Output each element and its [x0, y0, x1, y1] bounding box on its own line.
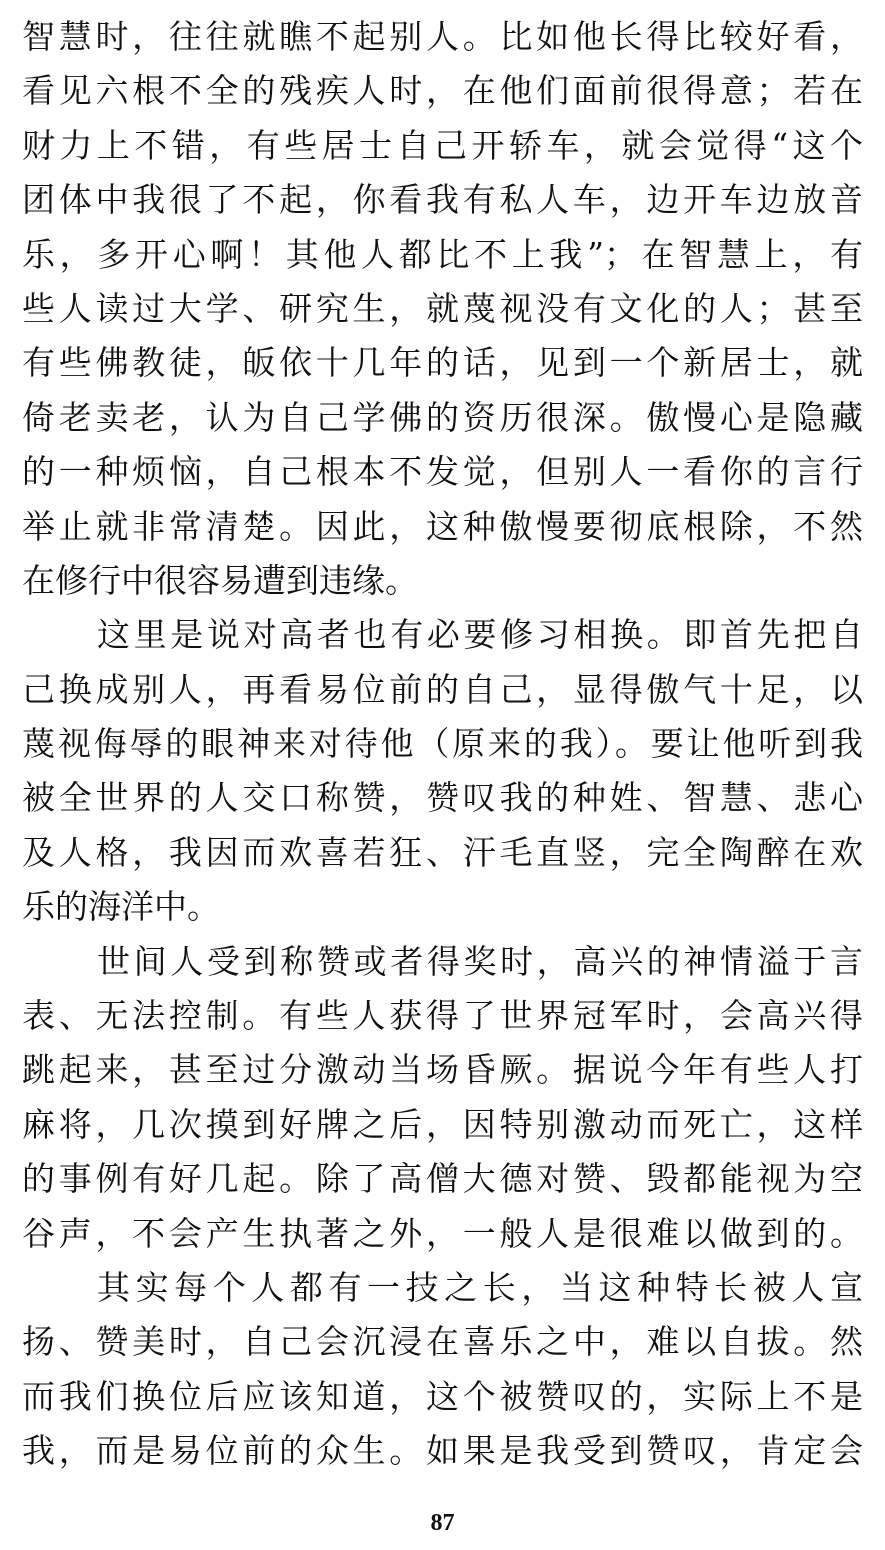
text-line: 这里是说对高者也有必要修习相换。即首先把自: [97, 615, 863, 655]
paragraph-1: [22, 10, 863, 608]
text-line: 智慧时，往往就瞧不起别人。比如他长得比较好看，: [22, 17, 863, 56]
text-line: 乐的海洋中。: [22, 887, 220, 927]
text-line: 表、无法控制。有些人获得了世界冠军时，会高兴得: [22, 996, 863, 1036]
text-line: 而我们换位后应该知道，这个被赞叹的，实际上不是: [22, 1376, 863, 1416]
text-line: 谷声，不会产生执著之外，一般人是很难以做到的。: [22, 1213, 863, 1253]
text-line: 倚老卖老，认为自己学佛的资历很深。傲慢心是隐藏: [22, 397, 863, 437]
text-line: 跳起来，甚至过分激动当场昏厥。据说今年有些人打: [22, 1050, 863, 1090]
paragraph-2: [22, 608, 863, 934]
paragraph-4: [22, 1261, 863, 1479]
text-line: 我，而是易位前的众生。如果是我受到赞叹，肯定会: [22, 1431, 863, 1471]
text-line: 被全世界的人交口称赞，赞叹我的种姓、智慧、悲心: [22, 778, 863, 818]
text-line: 看见六根不全的残疾人时，在他们面前很得意；若在: [22, 71, 863, 111]
text-line: 乐，多开心啊！其他人都比不上我”；在智慧上，有: [22, 234, 863, 274]
text-line: 团体中我很了不起，你看我有私人车，边开车边放音: [22, 180, 863, 220]
text-line: 世间人受到称赞或者得奖时，高兴的神情溢于言: [97, 941, 863, 981]
text-line: 的一种烦恼，自己根本不发觉，但别人一看你的言行: [22, 452, 863, 492]
text-line: 扬、赞美时，自己会沉浸在喜乐之中，难以自拔。然: [22, 1322, 863, 1362]
text-line: 举止就非常清楚。因此，这种傲慢要彻底根除，不然: [22, 506, 863, 546]
text-line: 在修行中很容易遭到违缘。: [22, 560, 418, 600]
text-line: 及人格，我因而欢喜若狂、汗毛直竖，完全陶醉在欢: [22, 832, 863, 872]
text-line: 其实每个人都有一技之长，当这种特长被人宣: [97, 1267, 863, 1307]
text-line: 财力上不错，有些居士自己开轿车，就会觉得“这个: [22, 125, 863, 165]
text-line: 些人读过大学、研究生，就蔑视没有文化的人；甚至: [22, 288, 863, 328]
text-line: 蔑视侮辱的眼神来对待他（原来的我）。要让他听到我: [22, 724, 863, 764]
book-page: [22, 10, 863, 1479]
text-line: 己换成别人，再看易位前的自己，显得傲气十足，以: [22, 669, 863, 709]
paragraph-3: [22, 935, 863, 1261]
page-number: 87: [430, 1510, 455, 1536]
text-line: 麻将，几次摸到好牌之后，因特别激动而死亡，这样: [22, 1104, 863, 1144]
text-line: 有些佛教徒，皈依十几年的话，见到一个新居士，就: [22, 343, 863, 383]
text-line: 的事例有好几起。除了高僧大德对赞、毁都能视为空: [22, 1159, 863, 1199]
